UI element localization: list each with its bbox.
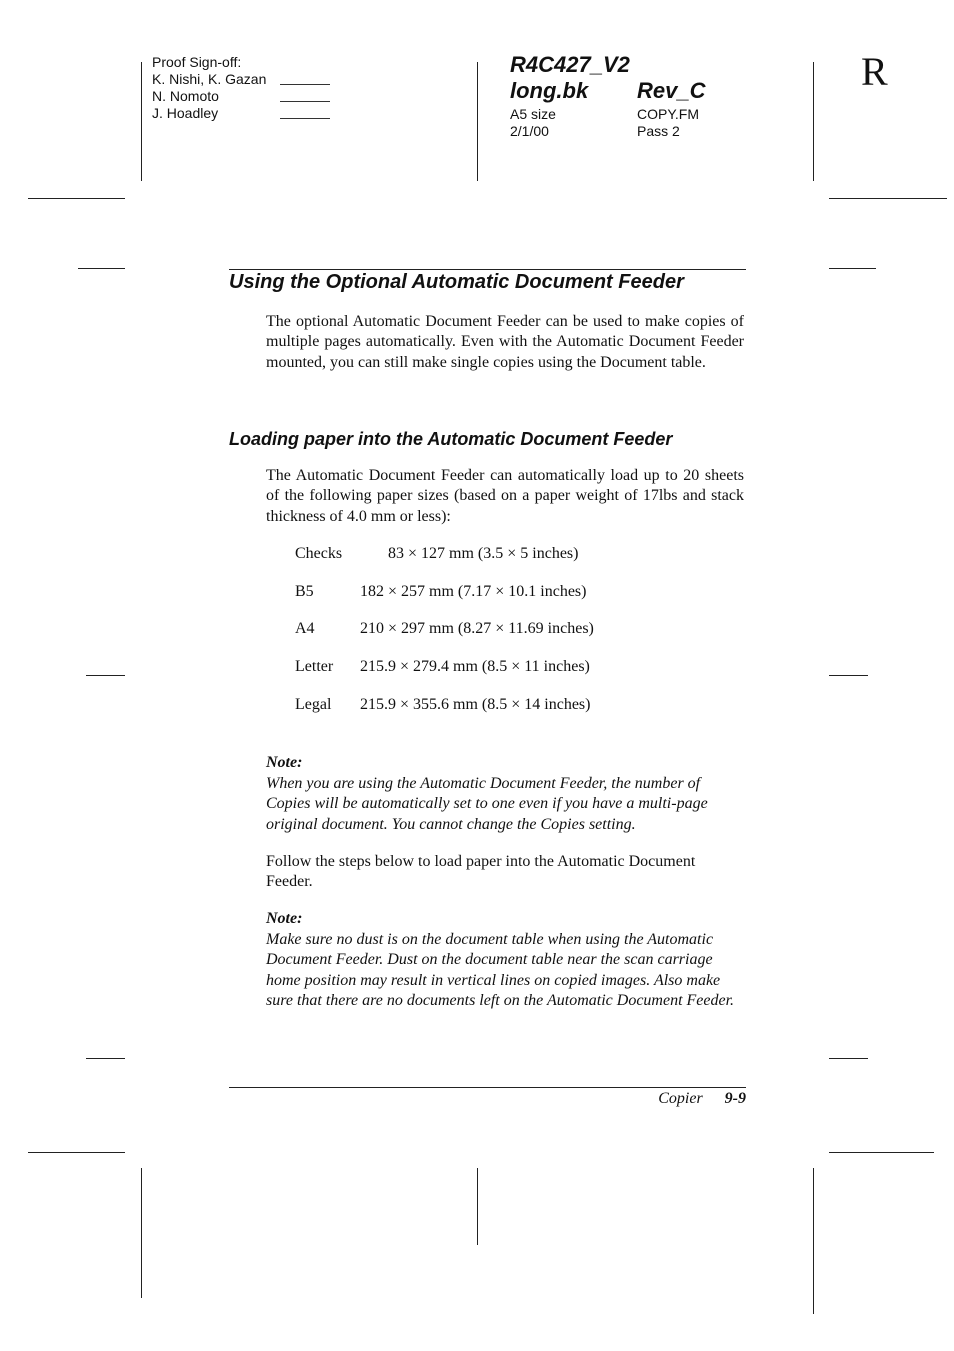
revision: Rev_C bbox=[637, 78, 706, 103]
crop-mark bbox=[829, 198, 947, 199]
section-rule bbox=[229, 269, 746, 270]
crop-mark bbox=[813, 62, 814, 181]
subsection-title: Loading paper into the Automatic Document Feeder bbox=[229, 429, 673, 449]
note-text: Make sure no dust is on the document table when using the Automatic Document Feeder. Dust on the document table near the scan carriage home position may result in vertical lines on copied images. Also make sure that there are no documents left on the Automatic Document Feeder. bbox=[266, 931, 735, 1010]
proof-title: Proof Sign-off: bbox=[152, 54, 242, 70]
book-name: long.bk bbox=[510, 78, 589, 103]
proof-signer: J. Hoadley bbox=[152, 105, 219, 121]
proof-signer: K. Nishi, K. Gazan bbox=[152, 71, 267, 87]
footer-chapter: Copier bbox=[658, 1090, 703, 1107]
note-text: When you are using the Automatic Document Feeder, the number of Copies will be automatically set to one even if you have a multi-page original document. You cannot change the Copies setting. bbox=[266, 775, 708, 833]
footer bbox=[658, 1090, 746, 1108]
crop-mark bbox=[813, 1168, 814, 1314]
paper-dimension: 215.9 × 355.6 mm (8.5 × 14 inches) bbox=[360, 696, 591, 713]
crop-mark bbox=[477, 1168, 478, 1245]
crop-mark bbox=[141, 62, 142, 181]
crop-mark bbox=[78, 268, 125, 269]
file-name: COPY.FM bbox=[637, 106, 699, 122]
footer-rule bbox=[229, 1087, 746, 1088]
note-title: Note: bbox=[266, 754, 303, 771]
subsection-intro: The Automatic Document Feeder can automatically load up to 20 sheets of the following paper sizes (based on a paper weight of 17lbs and stack thickness of 4.0 mm or less): bbox=[266, 467, 744, 525]
paper-name: B5 bbox=[295, 583, 314, 600]
paper-dimension: 210 × 297 mm (8.27 × 11.69 inches) bbox=[360, 620, 594, 637]
paper-dimension: 182 × 257 mm (7.17 × 10.1 inches) bbox=[360, 583, 587, 600]
page-size: A5 size bbox=[510, 106, 556, 122]
side-letter: R bbox=[861, 49, 888, 94]
note-title: Note: bbox=[266, 910, 303, 927]
crop-mark bbox=[829, 1058, 868, 1059]
meta-right bbox=[637, 106, 699, 140]
crop-mark bbox=[28, 198, 125, 199]
crop-mark bbox=[141, 1168, 142, 1298]
proof-signoff bbox=[152, 54, 266, 122]
crop-mark bbox=[477, 62, 478, 181]
follow-steps-text: Follow the steps below to load paper into the Automatic Document Feeder. bbox=[266, 853, 696, 891]
crop-mark bbox=[829, 675, 868, 676]
crop-mark bbox=[86, 675, 125, 676]
crop-mark bbox=[86, 1058, 125, 1059]
pass-number: Pass 2 bbox=[637, 123, 680, 139]
proof-signer: N. Nomoto bbox=[152, 88, 219, 104]
paper-dimension: 83 × 127 mm (3.5 × 5 inches) bbox=[388, 545, 579, 562]
doc-code: R4C427_V2 bbox=[510, 52, 630, 77]
meta-left bbox=[510, 106, 556, 140]
signature-line bbox=[280, 101, 330, 102]
paper-dimension: 215.9 × 279.4 mm (8.5 × 11 inches) bbox=[360, 658, 590, 675]
section-intro: The optional Automatic Document Feeder can be used to make copies of multiple pages automatically. Even with the Automatic Document Feeder mounted, you can still make single copies using the Document table. bbox=[266, 313, 744, 371]
paper-name: Checks bbox=[295, 545, 343, 562]
signature-line bbox=[280, 84, 330, 85]
section-title: Using the Optional Automatic Document Feeder bbox=[229, 271, 684, 293]
crop-mark bbox=[829, 268, 876, 269]
paper-name: A4 bbox=[295, 620, 315, 637]
doc-date: 2/1/00 bbox=[510, 123, 549, 139]
signature-line bbox=[280, 118, 330, 119]
paper-name: Letter bbox=[295, 658, 334, 675]
crop-mark bbox=[28, 1152, 125, 1153]
paper-name: Legal bbox=[295, 696, 332, 713]
footer-page-number: 9-9 bbox=[724, 1090, 746, 1107]
paper-size-row bbox=[295, 544, 342, 564]
crop-mark bbox=[829, 1152, 934, 1153]
